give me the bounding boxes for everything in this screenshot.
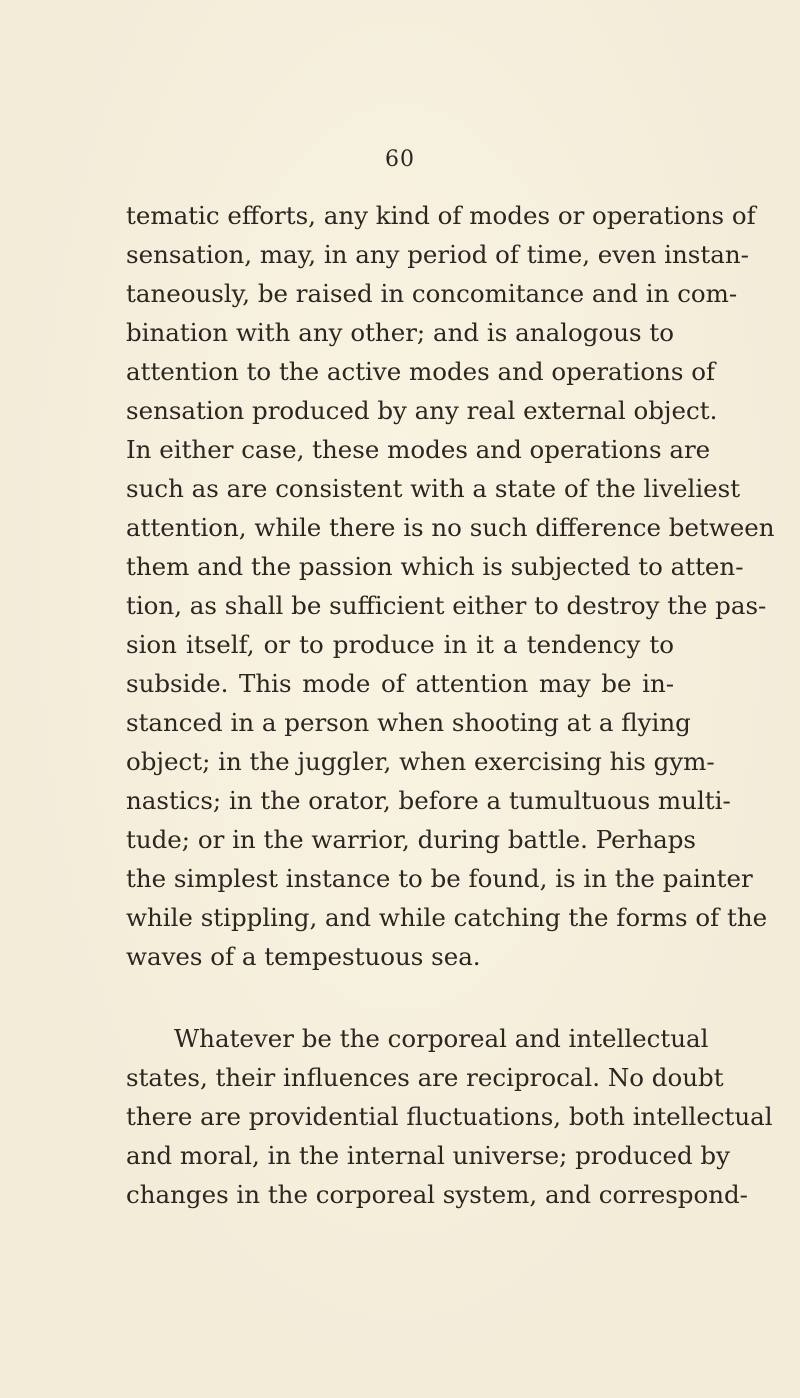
text-line: object; in the juggler, when exercising his gym- bbox=[126, 747, 715, 776]
text-line: tematic efforts, any kind of modes or operations of bbox=[126, 201, 756, 230]
text-line: tude; or in the warrior, during battle. Perhaps bbox=[126, 825, 696, 854]
text-line: sion itself, or to produce in it a tendency to bbox=[126, 630, 674, 659]
text-line: while stippling, and while catching the forms of the bbox=[126, 903, 768, 932]
text-line: waves of a tempestuous sea. bbox=[126, 942, 481, 971]
text-line: bination with any other; and is analogous to bbox=[126, 318, 674, 347]
text-line: such as are consistent with a state of the liveliest bbox=[126, 474, 741, 503]
text-line: sensation, may, in any period of time, even instan- bbox=[126, 240, 749, 269]
text-line: subside. This mode of attention may be in- bbox=[126, 669, 674, 698]
text-line: the simplest instance to be found, is in the painter bbox=[126, 864, 753, 893]
text-line: there are providential fluctuations, both intellectual bbox=[126, 1102, 773, 1131]
text-line: taneously, be raised in concomitance and in com- bbox=[126, 279, 738, 308]
text-line: stanced in a person when shooting at a flying bbox=[126, 708, 691, 737]
text-line: attention to the active modes and operations of bbox=[126, 357, 716, 386]
text-line: In either case, these modes and operations are bbox=[126, 435, 711, 464]
text-line: nastics; in the orator, before a tumultuous multi- bbox=[126, 786, 731, 815]
text-line: changes in the corporeal system, and correspond- bbox=[126, 1180, 748, 1209]
text-line: states, their influences are reciprocal. No doubt bbox=[126, 1063, 724, 1092]
text-line: sensation produced by any real external object. bbox=[126, 396, 718, 425]
text-line: tion, as shall be sufficient either to destroy the pas- bbox=[126, 591, 767, 620]
page-number: 60 bbox=[385, 147, 415, 172]
text-line: them and the passion which is subjected to atten- bbox=[126, 552, 744, 581]
text-line: and moral, in the internal universe; produced by bbox=[126, 1141, 730, 1170]
text-line: attention, while there is no such difference between bbox=[126, 513, 775, 542]
text-line: Whatever be the corporeal and intellectual bbox=[174, 1024, 709, 1053]
